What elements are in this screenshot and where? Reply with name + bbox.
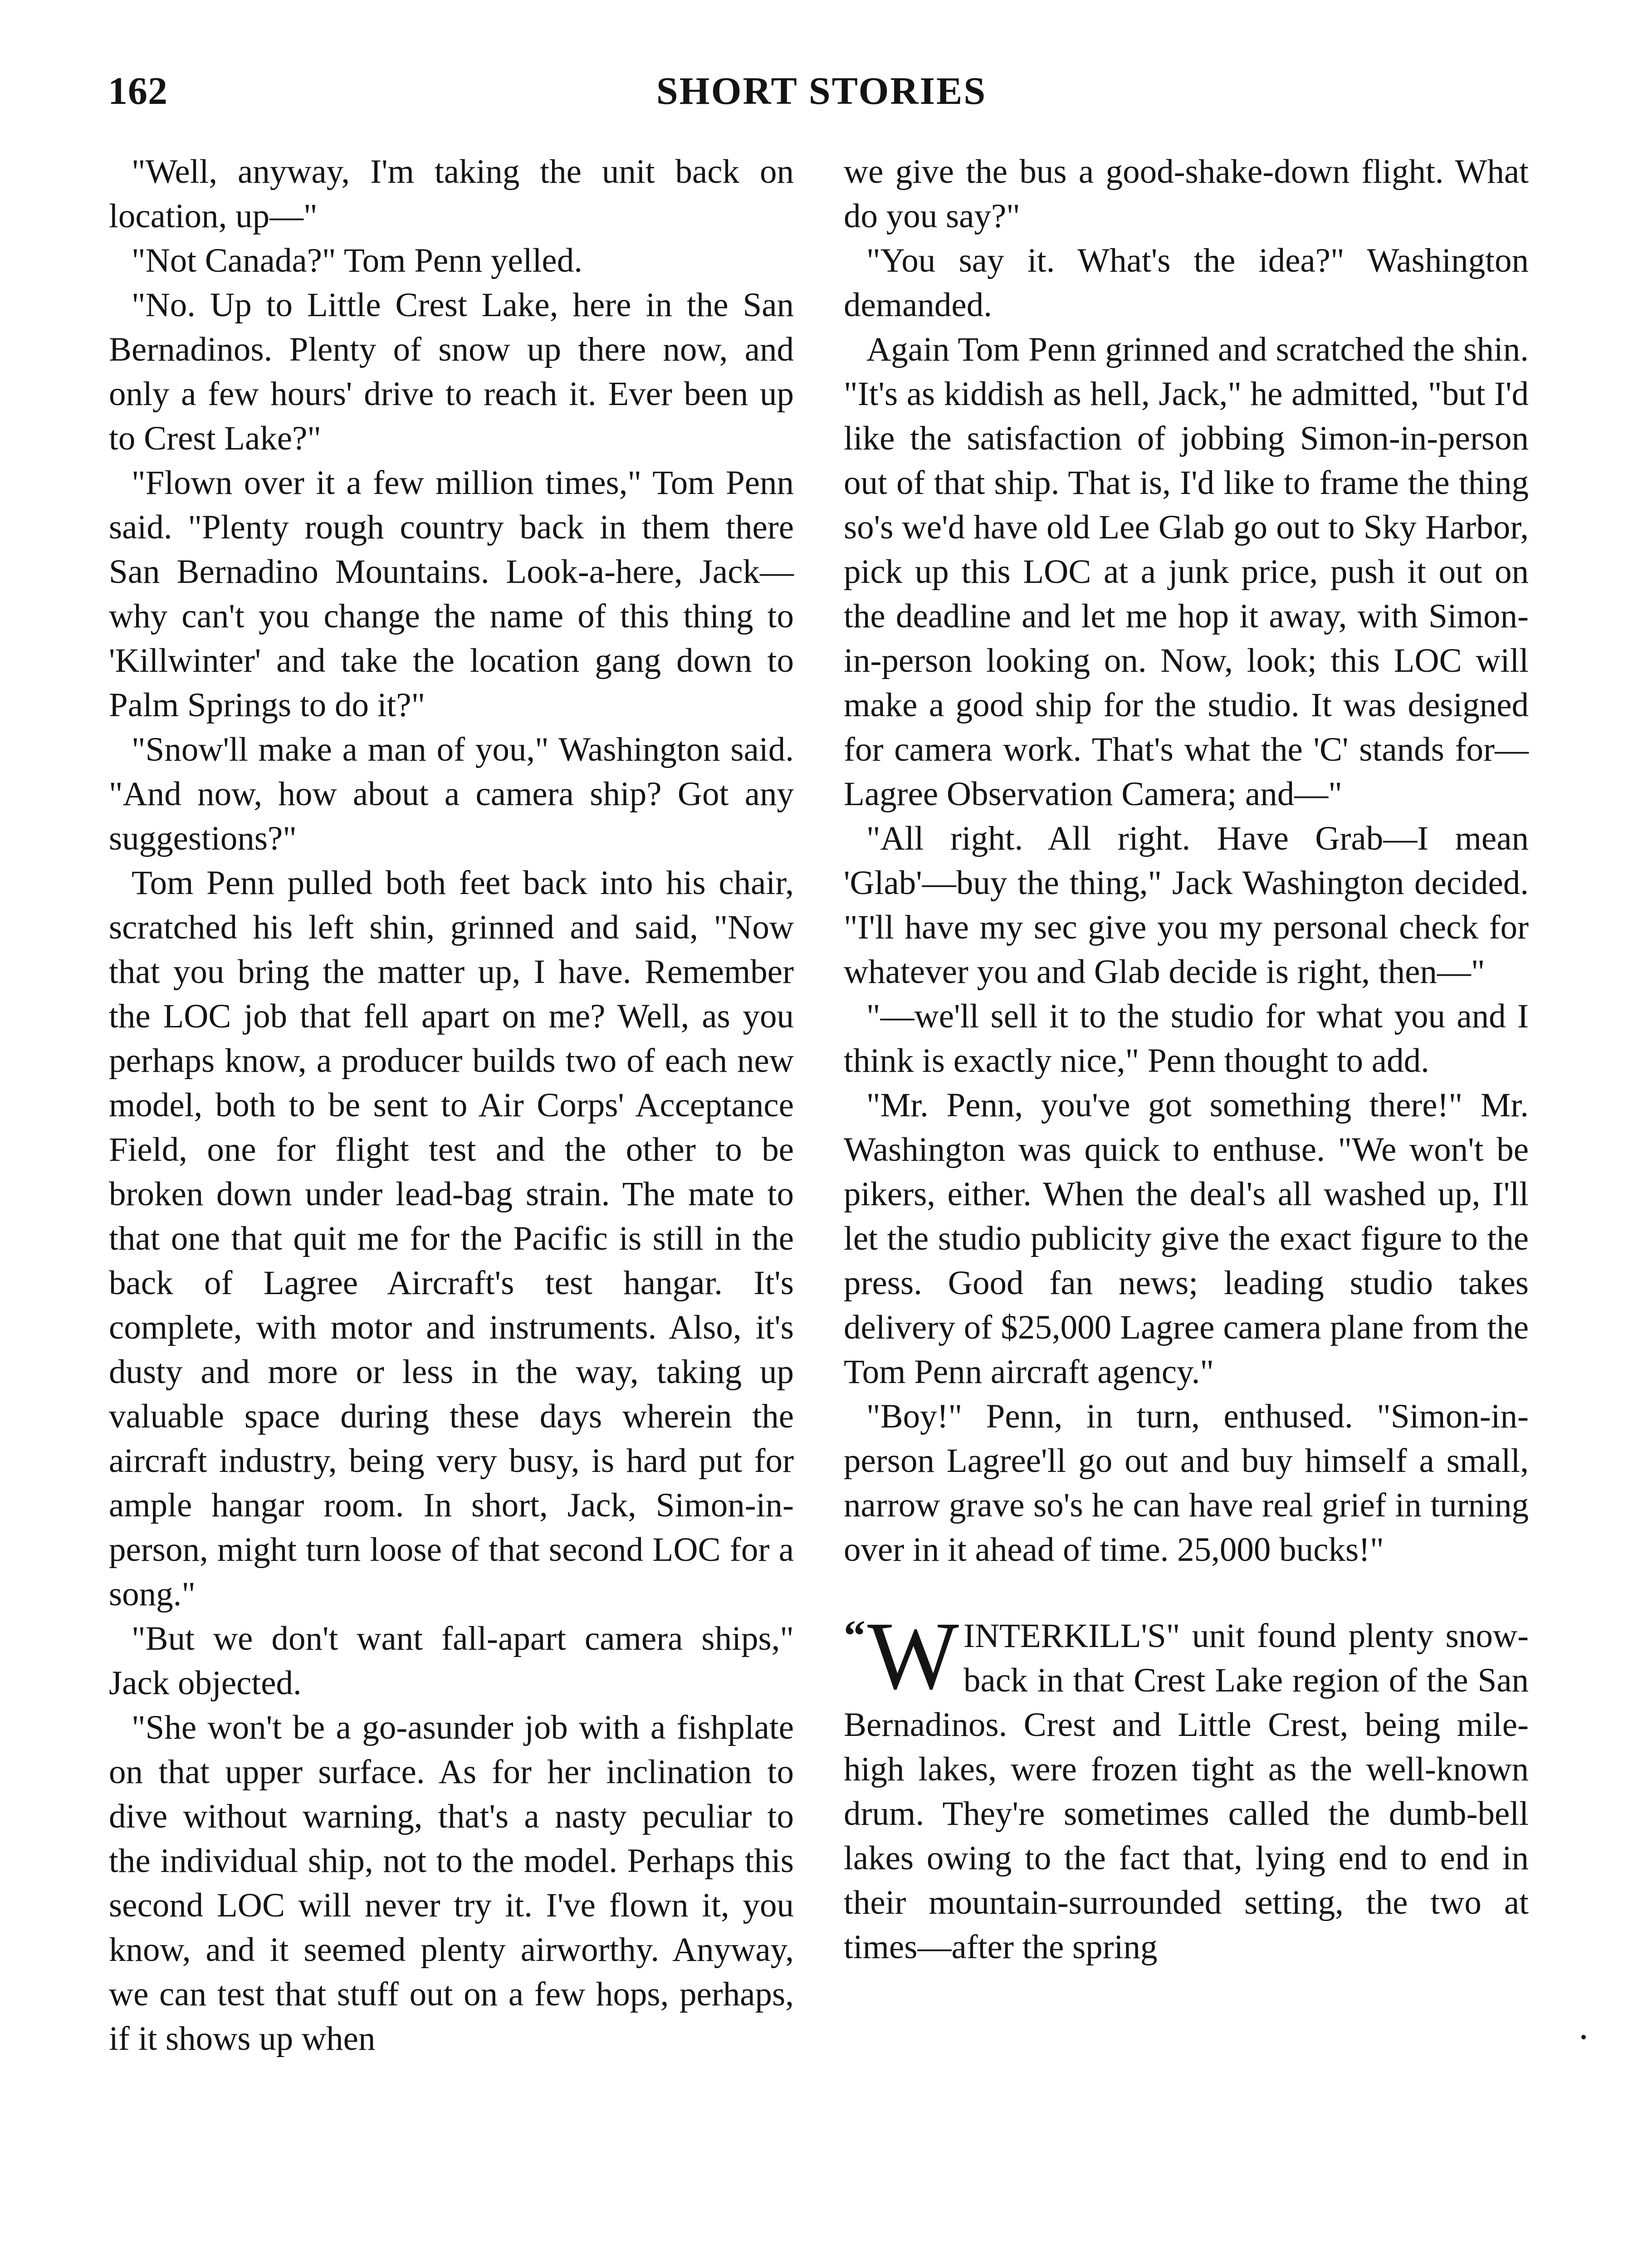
page-number: 162 (108, 69, 168, 112)
paragraph: "—we'll sell it to the studio for what you and I think is exactly nice," Penn thought to add. (844, 997, 1529, 1080)
page-header (0, 68, 1643, 118)
paragraph: Again Tom Penn grinned and scratched the shin. "It's as kiddish as hell, Jack," he admitted, "but I'd like the satisfaction of jobbing Simon-in-person out of that ship. That is, I'd like to frame the thing so's we'd have old Lee Glab go out to Sky Harbor, pick up this LOC at a junk price, push it out on the deadline and let me hop it away, with Simon-in-person looking on. Now, look; this LOC will make a good ship for the studio. It was designed for camera work. That's what the 'C' stands for—Lagree Observation Camera; and—" (844, 331, 1529, 813)
paragraph: "All right. All right. Have Grab—I mean 'Glab'—buy the thing," Jack Washington decided. "I'll have my sec give you my personal check for whatever you and Glab decide is right, then—" (844, 820, 1529, 991)
running-head: SHORT STORIES (656, 69, 987, 112)
print-speck (1581, 2035, 1586, 2039)
paragraph: "Mr. Penn, you've got something there!" Mr. Washington was quick to enthuse. "We won't be pikers, either. When the deal's all washed up, I'll let the studio publicity give the exact figure to the press. Good fan news; leading studio takes delivery of $25,000 Lagree camera plane from the Tom Penn aircraft agency." (844, 1086, 1529, 1391)
drop-cap: W (867, 1602, 959, 1710)
paragraph: "Snow'll make a man of you," Washington said. "And now, how about a camera ship? Got any suggestions?" (109, 731, 794, 857)
paragraph: "Flown over it a few million times," Tom Penn said. "Plenty rough country back in them there San Bernadino Mountains. Look-a-here, Jack—why can't you change the name of this thing to 'Killwinter' and take the location gang down to Palm Springs to do it?" (109, 464, 794, 724)
left-column (109, 150, 794, 2061)
paragraph: "Boy!" Penn, in turn, enthused. "Simon-in-person Lagree'll go out and buy himself a small, narrow grave so's he can have real grief in turning over in it ahead of time. 25,000 bucks!" (844, 1398, 1529, 1569)
paragraph-continued: we give the bus a good-shake-down flight. What do you say?" (844, 153, 1529, 235)
paragraph: "Well, anyway, I'm taking the unit back on location, up—" (109, 153, 794, 235)
paragraph: "You say it. What's the idea?" Washington demanded. (844, 242, 1529, 324)
section-opening-paragraph (844, 1602, 1529, 1970)
paragraph: "She won't be a go-asunder job with a fishplate on that upper surface. As for her inclination to dive without warning, that's a nasty peculiar to the individual ship, not to the model. Perhaps this second LOC will never try it. I've flown it, you know, and it seemed plenty airworthy. Anyway, we can test that stuff out on a few hops, perhaps, if it shows up when (109, 1709, 794, 2058)
opening-quote-mark: “ (844, 1611, 866, 1660)
paragraph: "But we don't want fall-apart camera ships," Jack objected. (109, 1620, 794, 1702)
paragraph: "Not Canada?" Tom Penn yelled. (132, 242, 582, 279)
section-opening-text: INTERKILL'S" unit found plenty snow-back in that Crest Lake region of the San Bernadinos. Crest and Little Crest, being mile-high lakes, were frozen tight as the well-known drum. They're sometimes called the dumb-bell lakes owing to the fact that, lying end to end in their mountain-surrounded setting, the two at times—after the spring (844, 1617, 1529, 1966)
right-column (844, 150, 1529, 1970)
paragraph: "No. Up to Little Crest Lake, here in the San Bernadinos. Plenty of snow up there now, and only a few hours' drive to reach it. Ever been up to Crest Lake?" (109, 286, 794, 457)
paragraph: Tom Penn pulled both feet back into his chair, scratched his left shin, grinned and said, "Now that you bring the matter up, I have. Remember the LOC job that fell apart on me? Well, as you perhaps know, a producer builds two of each new model, both to be sent to Air Corps' Acceptance Field, one for flight test and the other to be broken down under lead-bag strain. The mate to that one that quit me for the Pacific is still in the back of Lagree Aircraft's test hangar. It's complete, with motor and instruments. Also, it's dusty and more or less in the way, taking up valuable space during these days wherein the aircraft industry, being very busy, is hard put for ample hangar room. In short, Jack, Simon-in-person, might turn loose of that second LOC for a song." (109, 864, 794, 1613)
